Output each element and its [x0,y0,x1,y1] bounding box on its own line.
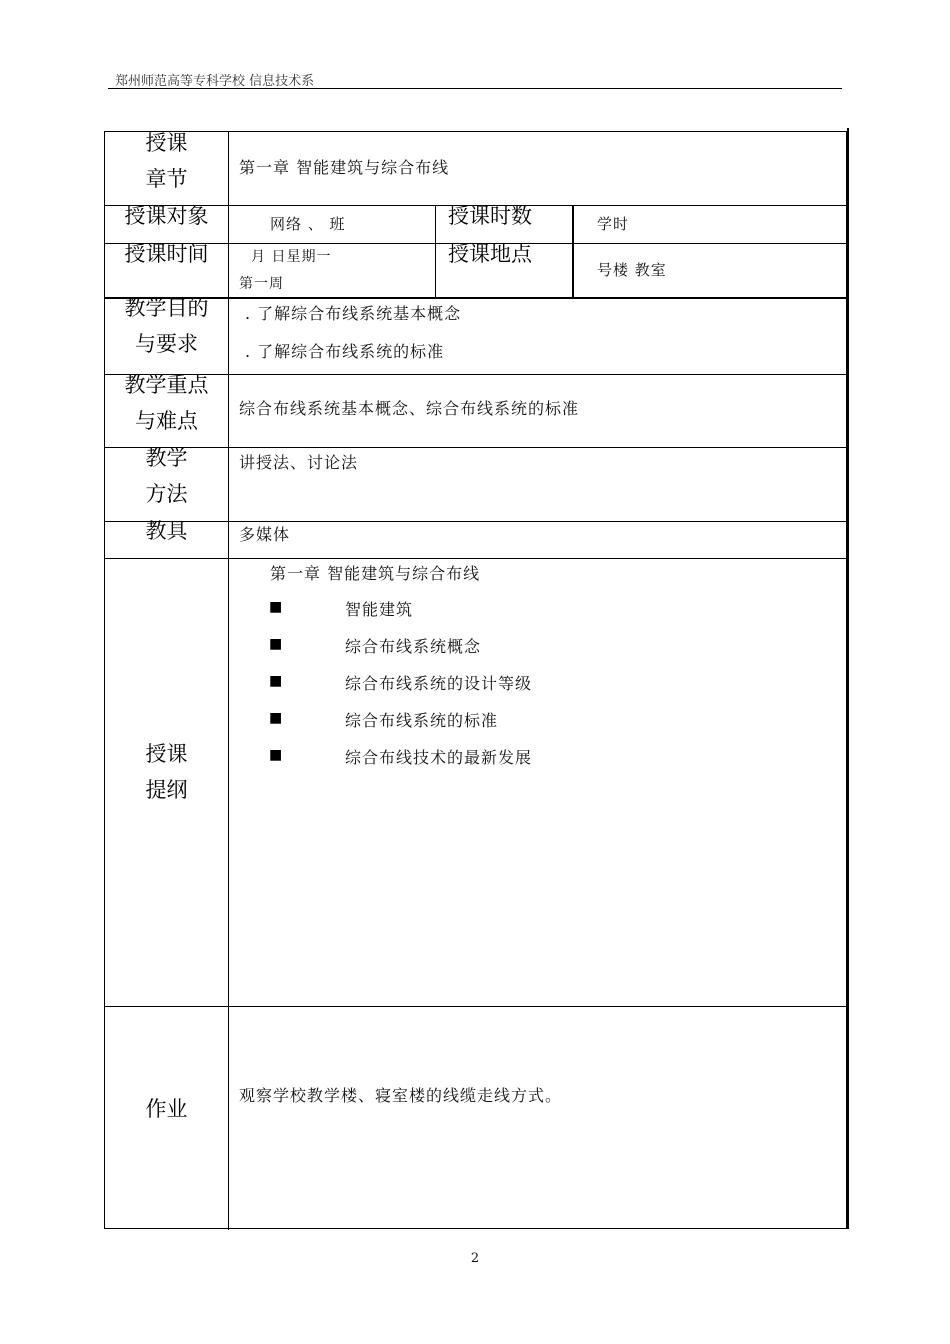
outline-label: 授课 提纲 [145,742,188,802]
key-points-label: 教学重点 与难点 [124,373,209,433]
row-divider [105,1006,846,1007]
outline-item: 智能建筑 [345,600,414,619]
place-value: 号楼 教室 [597,261,667,279]
column-divider [572,205,574,298]
outline-item: 综合布线技术的最新发展 [345,748,533,767]
outline-bullet: ■ [269,747,283,763]
header-rule [108,88,842,89]
homework-label: 作业 [145,1097,188,1121]
tools-value: 多媒体 [239,525,291,544]
tools-label: 教具 [145,519,188,543]
method-label: 教学 方法 [145,446,188,506]
outline-item: 综合布线系统的标准 [345,711,499,730]
time-value-date: 月 日星期一 [251,249,332,265]
hours-label: 授课时数 [448,204,532,228]
row-divider [105,558,846,559]
lesson-plan-table [104,131,847,1229]
audience-value: 网络 、 班 [270,215,346,233]
outline-item: 综合布线系统概念 [345,637,482,656]
place-label: 授课地点 [448,242,532,266]
outline-bullet: ■ [269,710,283,726]
outline-title: 第一章 智能建筑与综合布线 [270,564,481,583]
column-divider [228,132,229,1230]
goal-item: . 了解综合布线系统基本概念 [245,304,462,323]
header-school-name: 郑州师范高等专科学校 信息技术系 [115,74,315,89]
table-right-border [847,128,849,1229]
key-points-value: 综合布线系统基本概念、综合布线系统的标准 [239,399,580,418]
outline-item: 综合布线系统的设计等级 [345,674,533,693]
page-number: 2 [470,1251,480,1266]
time-label: 授课时间 [124,242,209,266]
outline-bullet: ■ [269,599,283,615]
method-value: 讲授法、讨论法 [239,453,359,472]
time-value-week: 第一周 [239,276,284,292]
chapter-value: 第一章 智能建筑与综合布线 [239,158,450,177]
homework-value: 观察学校教学楼、寝室楼的线缆走线方式。 [239,1086,563,1105]
goal-item: . 了解综合布线系统的标准 [245,342,445,361]
audience-label: 授课对象 [124,204,209,228]
outline-bullet: ■ [269,636,283,652]
outline-bullet: ■ [269,673,283,689]
goals-label: 教学目的 与要求 [124,296,209,356]
hours-value: 学时 [597,215,630,233]
chapter-label: 授课 章节 [145,131,188,191]
